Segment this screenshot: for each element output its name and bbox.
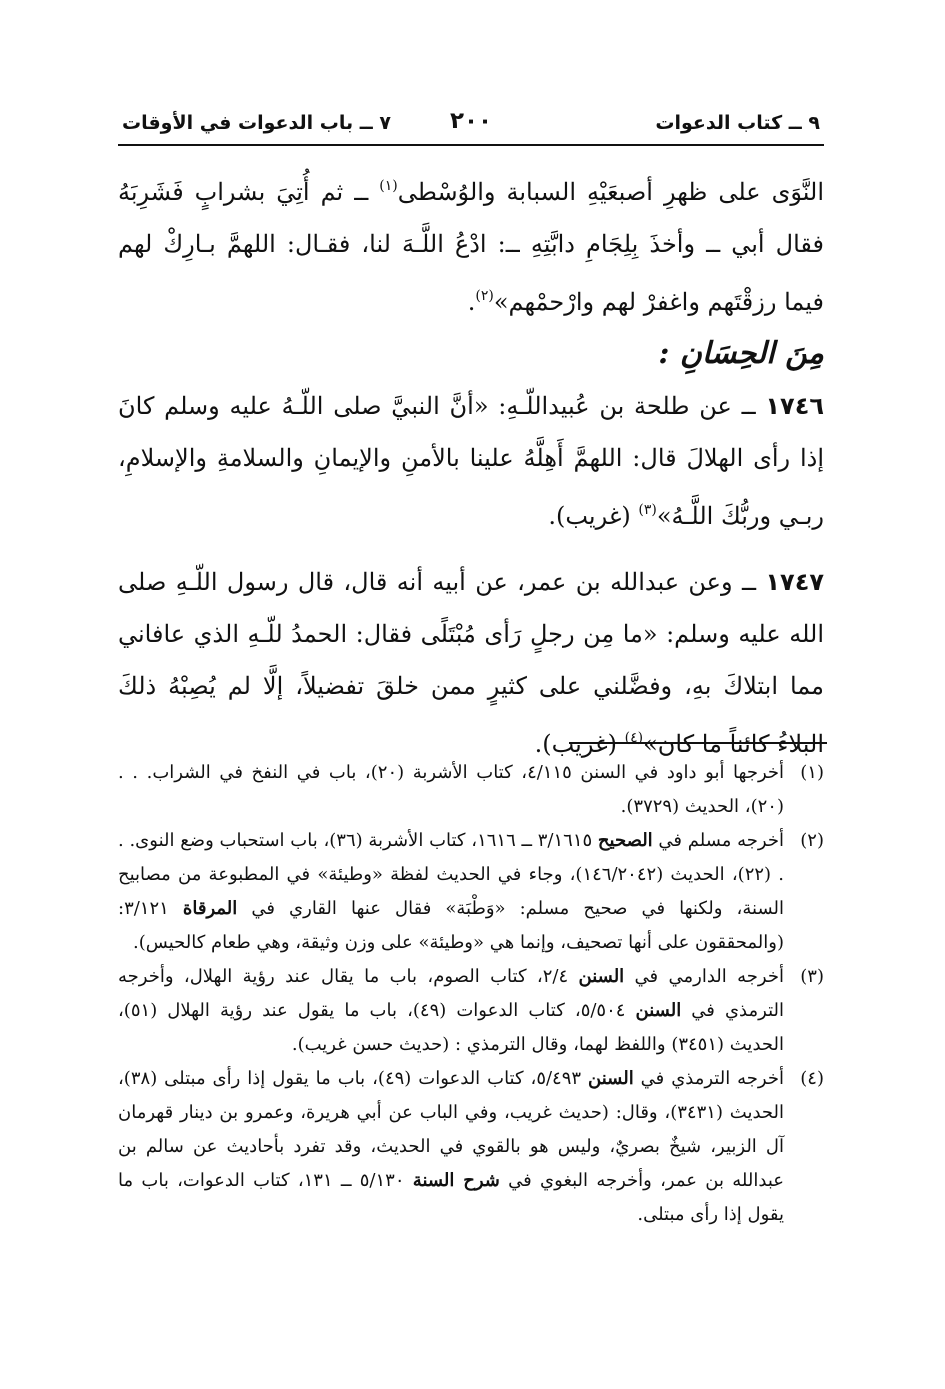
hadith-number: ١٧٤٧ bbox=[765, 568, 824, 596]
footnote-text: ٥/٥٠٤، كتاب الدعوات (٤٩)، باب ما يقول عند رؤية الهلال (٥١)، الحديث (٣٤٥١) واللفظ لهما، وقال الترمذي : (حديث حسن غريب). bbox=[118, 1000, 784, 1055]
main-text bbox=[118, 160, 824, 770]
continuation-end: . bbox=[467, 288, 476, 316]
footnote-4 bbox=[118, 1062, 824, 1232]
footnote-text: أخرجه مسلم في bbox=[652, 830, 784, 851]
book-title: السنن bbox=[588, 1068, 634, 1089]
book-title: السنن bbox=[578, 966, 625, 987]
footnote-ref-4: (٤) bbox=[624, 730, 644, 746]
hadith-grade: (غريب). bbox=[534, 730, 625, 758]
hadith-1747 bbox=[118, 556, 824, 770]
section-heading: ٧ ــ باب الدعوات في الأوقات bbox=[122, 112, 391, 134]
footnote-text: ٥/١٣٠ ــ ١٣١، كتاب الدعوات، باب ما يقول إذا رأى مبتلى. bbox=[118, 1170, 784, 1225]
book-title: المرقاة bbox=[182, 898, 238, 919]
continuation-text: النَّوَى على ظهرِ أصبعَيْهِ السبابة والوُسْطى bbox=[397, 178, 825, 206]
book-title: الصحيح bbox=[597, 830, 653, 851]
footnote-3 bbox=[118, 960, 824, 1062]
footnote-number: (٣) bbox=[800, 966, 824, 987]
footnote-divider bbox=[569, 742, 827, 744]
hadith-text: ــ عن طلحة بن عُبيداللّـهِ: «أنَّ النبيَّ صلى اللّـهُ عليه وسلم كانَ إذا رأى الهلالَ قال: اللهمَّ أَهِلَّهُ علينا بالأمنِ والإيمانِ والسلامةِ والإسلامِ، ربـي وربُّكَ اللَّـهُ» bbox=[118, 392, 824, 530]
footnote-ref-3: (٣) bbox=[638, 502, 657, 518]
footnote-number: (١) bbox=[800, 762, 824, 783]
book-title: السنن bbox=[635, 1000, 682, 1021]
running-header bbox=[118, 104, 824, 146]
footnotes bbox=[118, 756, 824, 1232]
hadith-text: ــ وعن عبدالله بن عمر، عن أبيه أنه قال، قال رسول اللّـهِ صلى الله عليه وسلم: «ما مِن رجلٍ رَأى مُبْتَلًى فقال: الحمدُ للّـهِ الذي عافاني مما ابتلاكَ بهِ، وفضَّلني على كثيرٍ ممن خلقَ تفضيلاً، إلَّا لم يُصِبْهُ ذلكَ البلاءُ كائناً ما كان» bbox=[118, 568, 824, 758]
footnote-text: ٣/١٦١٥ ــ ١٦١٦، كتاب الأشربة (٣٦)، باب استحباب وضع النوى. . . (٢٢)، الحديث (١٤٦/٢٠٤٢)، وجاء في الحديث لفظة «وطيئة» في المطبوعة من مصابيح السنة، ولكنها في صحيح مسلم: «وَطْبَة» فقال عنها القاري في bbox=[118, 830, 785, 919]
book-title: شرح السنة bbox=[412, 1170, 500, 1191]
page-number: ٢٠٠ bbox=[449, 108, 493, 134]
footnote-2 bbox=[118, 824, 824, 960]
continuation-text-2: ــ ثم أُتِيَ بشرابٍ فَشَرِبَهُ فقال أبي ــ وأخذَ بِلِجَامِ دابَّتِهِ ــ: ادْعُ اللَّـهَ لنا، فقـال: اللهمَّ بـارِكْ لهم فيما رزقْتَهم واغفرْ لهم وارْحمْهم» bbox=[118, 178, 824, 316]
footnote-ref-1: (١) bbox=[379, 178, 398, 194]
section-title-hisan: مِنَ الحِسَانِ : bbox=[658, 336, 824, 371]
footnote-number: (٢) bbox=[800, 830, 824, 851]
continuation-paragraph bbox=[118, 160, 824, 328]
hadith-number: ١٧٤٦ bbox=[765, 392, 824, 420]
footnote-ref-2: (٢) bbox=[475, 288, 494, 304]
footnote-text: أخرجه الترمذي في bbox=[633, 1068, 784, 1089]
footnote-number: (٤) bbox=[800, 1068, 824, 1089]
chapter-title: ٩ ــ كتاب الدعوات bbox=[655, 112, 820, 134]
footnote-text: ٥/٤٩٣، كتاب الدعوات (٤٩)، باب ما يقول إذا رأى مبتلى (٣٨)، الحديث (٣٤٣١)، وقال: (حديث غريب، وفي الباب عن أبي هريرة، وعمرو بن دينار قهرمان آل الزبير، شيخٌ بصريٌ، وليس هو بالقوي في الحديث، وقد تفرد بأحاديث عن سالم بن عبدالله بن عمر، وأخرجه البغوي في bbox=[118, 1068, 785, 1191]
hadith-1746 bbox=[118, 380, 824, 542]
footnote-text: ٢/٤، كتاب الصوم، باب ما يقال عند رؤية الهلال، وأخرجه الترمذي في bbox=[118, 966, 784, 1021]
footnote-1 bbox=[118, 756, 824, 824]
footnote-text: أخرجه الدارمي في bbox=[624, 966, 784, 987]
hadith-grade: (غريب). bbox=[548, 502, 639, 530]
footnote-text: ٣/١٢١: (والمحققون على أنها تصحيف، وإنما هي «وطيئة» على وزن وثيقة، وهي طعام كالحيس). bbox=[118, 898, 784, 953]
footnote-text: أخرجها أبو داود في السنن ٤/١١٥، كتاب الأشربة (٢٠)، باب في النفخ في الشراب. . . (٢٠)، الحديث (٣٧٢٩). bbox=[118, 762, 785, 817]
